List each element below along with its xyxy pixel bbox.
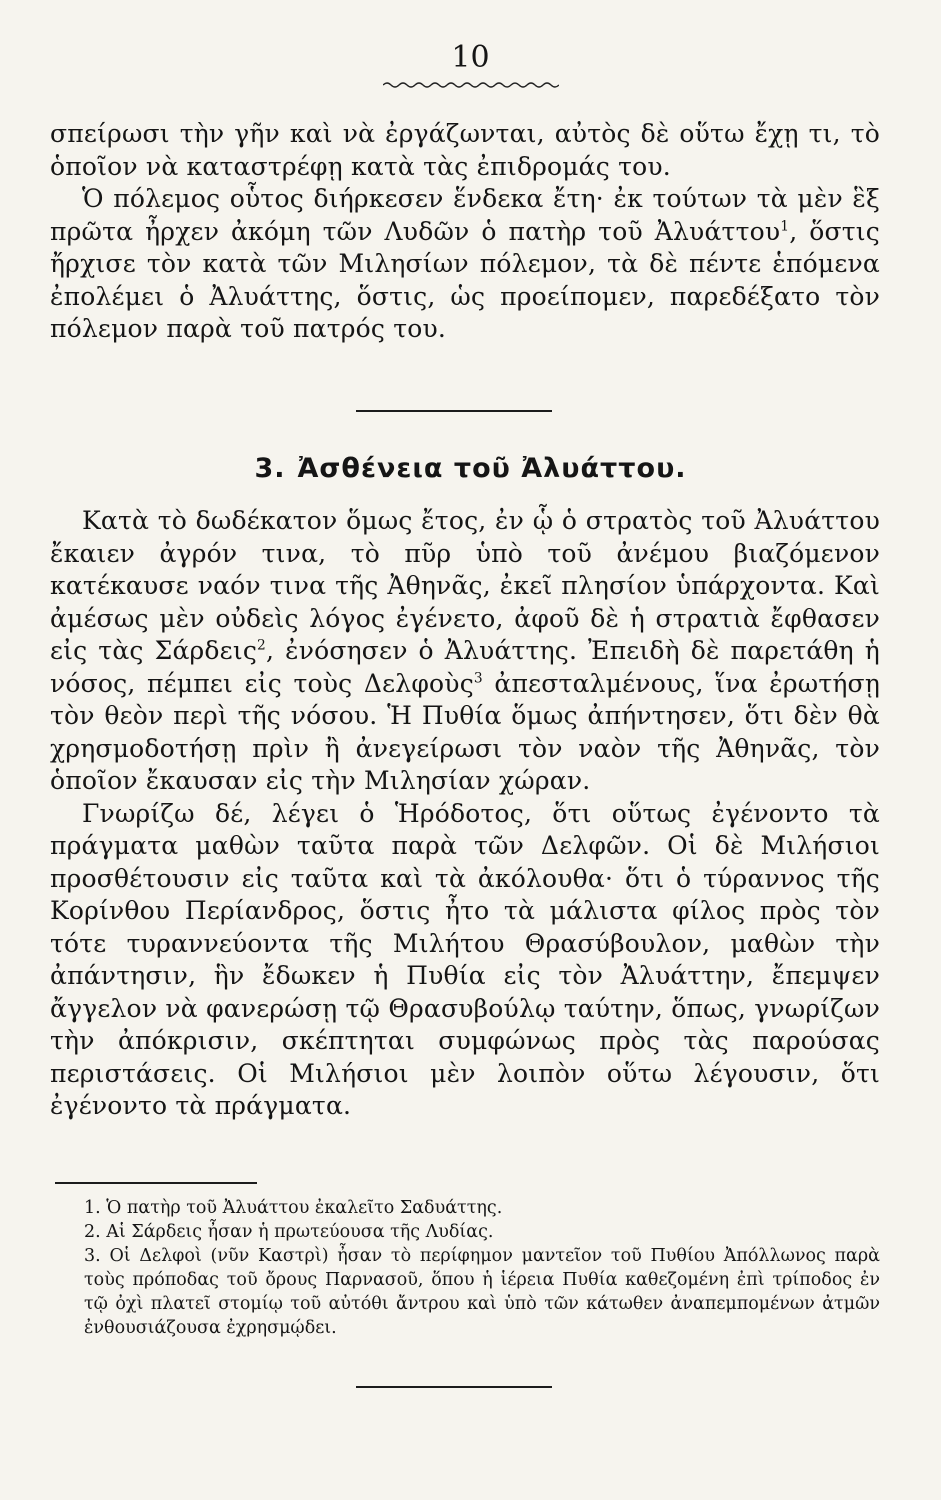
footnote-ref-1: 1 [780, 218, 790, 235]
footnote-ref-2: 2 [257, 637, 266, 654]
main-text [50, 505, 880, 1123]
footnote-2: 2. Αἱ Σάρδεις ἦσαν ἡ πρωτεύουσα τῆς Λυδίας. [84, 1222, 494, 1242]
footnotes [50, 1196, 880, 1340]
section-number: 3. [254, 453, 286, 484]
paragraph-war: Ὁ πόλεμος οὗτος διήρκεσεν ἕνδεκα ἔτη· ἐκ τούτων τὰ μὲν ἓξ πρῶτα ἦρχεν ἀκόμη τῶν Λυδῶν ὁ πατὴρ τοῦ Ἀλυάττου$^1$, ὅστις ἤρχισε τὸν κατὰ τῶν Μιλησίων πόλεμον, τὰ δὲ πέντε ἑπόμενα ἐπολέμει ὁ Ἀλυάττης, ὅστις, ὡς προείπομεν, παρεδέξατο τὸν πόλεμον παρὰ τοῦ πατρός του. [50, 184, 880, 343]
paragraph-continuation: σπείρωσι τὴν γῆν καὶ νὰ ἐργάζωνται, αὐτὸς δὲ οὕτω ἔχῃ τι, τὸ ὁποῖον νὰ καταστρέφῃ κατὰ τὰς ἐπιδρομάς του. [50, 119, 880, 181]
footnote-1: 1. Ὁ πατὴρ τοῦ Ἀλυάττου ἐκαλεῖτο Σαδυάττης. [84, 1198, 503, 1218]
section-divider [356, 410, 552, 412]
paragraph-herodotus: Γνωρίζω δέ, λέγει ὁ Ἡρόδοτος, ὅτι οὕτως ἐγένοντο τὰ πράγματα μαθὼν ταῦτα παρὰ τῶν Δελφῶν. Οἱ δὲ Μιλήσιοι προσθέτουσιν εἰς ταῦτα καὶ τὰ ἀκόλουθα· ὅτι ὁ τύραννος τῆς Κορίνθου Περίανδρος, ὅστις ἦτο τὰ μάλιστα φίλος πρὸς τὸν τότε τυραννεύοντα τῆς Μιλήτου Θρασύβουλον, μαθὼν τὴν ἀπάντησιν, ἣν ἔδωκεν ἡ Πυθία εἰς τὸν Ἀλυάττην, ἔπεμψεν ἄγγελον νὰ φανερώσῃ τῷ Θρασυβούλῳ ταύτην, ὅπως, γνωρίζων τὴν ἀπόκρισιν, σκέπτηται συμφώνως πρὸς τὰς παρούσας περιστάσεις. Οἱ Μιλήσιοι μὲν λοιπὸν οὕτω λέγουσιν, ὅτι ἐγένοντο τὰ πράγματα. [50, 798, 880, 1120]
footnote-3: 3. Οἱ Δελφοὶ (νῦν Καστρὶ) ἦσαν τὸ περίφημον μαντεῖον τοῦ Πυθίου Ἀπόλλωνος παρὰ τοὺς πρόποδας τοῦ ὄρους Παρνασοῦ, ὅπου ἡ ἱέρεια Πυθία καθεζομένη ἐπὶ τρίποδος ἐν τῷ ὀχὶ πλατεῖ στομίῳ τοῦ αὐτόθι ἄντρου καὶ ὑπὸ τῶν κάτωθεν ἀναπεμπομένων ἀτμῶν ἐνθουσιάζουσα ἐχρησμῴδει. [84, 1246, 880, 1338]
section-title: Ἀσθένεια τοῦ Ἀλυάττου. [297, 453, 687, 484]
intro-text [50, 118, 880, 346]
wavy-ornament [383, 80, 559, 90]
closing-divider [356, 1386, 552, 1388]
page-number: 10 [451, 40, 490, 75]
section-heading [0, 452, 941, 486]
footnote-ref-3: 3 [473, 670, 483, 687]
paragraph-illness: Κατὰ τὸ δωδέκατον ὅμως ἔτος, ἐν ᾧ ὁ στρατὸς τοῦ Ἀλυάττου ἔκαιεν ἀγρόν τινα, τὸ πῦρ ὑπὸ τοῦ ἀνέμου βιαζόμενον κατέκαυσε ναόν τινα τῆς Ἀθηνᾶς, ἐκεῖ πλησίον ὑπάρχοντα. Καὶ ἀμέσως μὲν οὐδεὶς λόγος ἐγένετο, ἀφοῦ δὲ ἡ στρατιὰ ἔφθασεν εἰς τὰς Σάρδεις$^2$, ἐνόσησεν ὁ Ἀλυάττης. Ἐπειδὴ δὲ παρετάθη ἡ νόσος, πέμπει εἰς τοὺς Δελφοὺς$^3$ ἀπεσταλμένους, ἵνα ἐρωτήσῃ τὸν θεὸν περὶ τῆς νόσου. Ἡ Πυθία ὅμως ἀπήντησεν, ὅτι δὲν θὰ χρησμοδοτήσῃ πρὶν ἢ ἀνεγείρωσι τὸν ναὸν τῆς Ἀθηνᾶς, τὸν ὁποῖον ἔκαυσαν εἰς τὴν Μιλησίαν χώραν. [50, 506, 880, 795]
footnote-divider [55, 1182, 257, 1184]
